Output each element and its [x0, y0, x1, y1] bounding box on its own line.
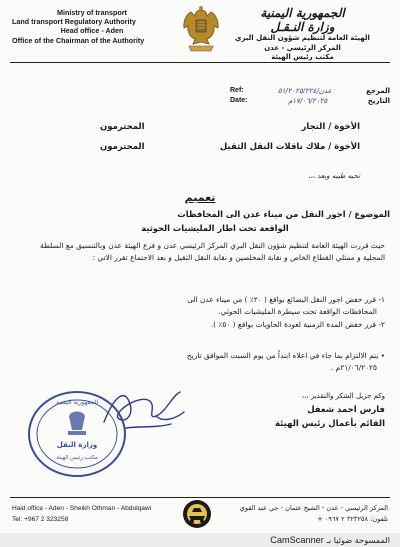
effective-date-note [40, 350, 385, 375]
closing-line: وكم جزيل الشكر والتقدير ،،، [301, 392, 385, 400]
addressee-traders: الأخوة / التجار [301, 122, 360, 132]
header-en-line: Head office - Aden [60, 26, 124, 36]
stamp-ministry: وزارة النقل [56, 441, 98, 449]
circular-title: تعميم [184, 191, 216, 204]
decision-item-1-cont: المحافظات الواقعة تحت سيطرة المليشيات الحوثي. [218, 307, 377, 317]
subject-line-2: الواقعة تحت اطار المليشيات الحوثية [141, 223, 289, 233]
body-paragraph: حيث قررت الهيئة العامة لتنظيم شؤون النقل البري المركز الرئيسي عدن و فرع الهيئة عدن وبالتنسيق مع السلطة المحلية و ممثلي القطاع الخاص و نقابة المخلصين و نقابة النقل الثقيل و بعد الاجتماع تقرر الاتي : [40, 241, 385, 263]
decision-list [40, 294, 385, 331]
header-ar-line: المركز الرئيسي - عدن [264, 43, 341, 52]
footer-en-phone: Tel: +967 2 323258 [12, 516, 69, 523]
header-ar-line: مكتب رئيس الهيئة [271, 53, 334, 62]
footer-en-address: Haid office - Aden - Sheikh Othman - Abdulqawi [12, 505, 152, 512]
ref-line [230, 87, 390, 95]
subject-line: الموضوع / اجور النقل من ميناء عدن الى المحافظات [177, 209, 390, 219]
stamp-country: الجمهورية اليمنية [55, 399, 99, 406]
footer-english [12, 503, 162, 525]
note-text: يتم الالتزام بما جاء في اعلاه ابتداً من يوم السبت الموافق تاريخ [186, 351, 379, 360]
header-divider [10, 62, 390, 63]
signer-title: القائم بأعمال رئيس الهيئة [275, 419, 385, 429]
date-label-ar: التاريخ [367, 97, 390, 105]
signer-name: فارس احمد شعفل [307, 405, 385, 415]
ref-value: عدن/٥١/٢٠٢٥/٢٢٤ [277, 87, 332, 95]
footer-ar-address: المركز الرئيسي - عدن - الشيخ عثمان - حي عبد القوي [239, 504, 388, 512]
note-line: • يتم الالتزام بما جاء في اعلاه ابتداً من يوم السبت الموافق تاريخ [186, 351, 385, 360]
header-en-line: Ministry of transport [57, 8, 127, 17]
official-stamp-icon [22, 384, 132, 484]
addressee-traders-honorific: المحترمون [100, 122, 145, 132]
decision-item-1: ١- قرر خفض اجور النقل البضائع بواقع ( ٢٠٪ ) من ميناء عدن الى [187, 295, 385, 304]
header-en-line: Land transport Regulatory Authority [12, 17, 136, 27]
date-value: ١٧/٠٦/٢٠٢٥م [288, 97, 328, 105]
footer-ar-phone: تلفون: ٣٢٣٢٥٨ ٢ ٠٩٦٧ + [317, 515, 388, 523]
scanner-watermark [270, 535, 390, 545]
decision-item-2: ٢- قرر خفض المدة الزمنية لعودة الحاويات بواقع ( ٥٠٪ ). [210, 319, 385, 329]
footer-arabic [213, 503, 388, 525]
addressee-truck-owners: الأخوة / ملاك ناقلات النقل الثقيل [219, 142, 360, 152]
header-english [12, 8, 172, 45]
scanner-app-name: CamScanner [270, 535, 324, 545]
greeting: تحيه طيبه وبعد ،،، [308, 172, 360, 180]
authority-logo-icon [178, 498, 216, 530]
header-en-line: Office of the Chairman of the Authority [12, 35, 145, 45]
date-label-en: Date: [230, 97, 248, 104]
ref-label-ar: المرجع [366, 87, 390, 95]
header-ar-ministry: وزارة النـقـل [270, 20, 335, 34]
header-ar-line: الهيئة العامة لتنظيم شؤون النقل البري [235, 34, 370, 42]
scanner-prefix: الممسوحة ضوئيا بـ [326, 535, 390, 545]
date-line [230, 97, 390, 105]
header-ar-republic: الجمهورية اليمنية [260, 6, 345, 20]
header-arabic [215, 6, 390, 63]
note-date: ٢١/٠٦/٢٠٢٥م . [330, 363, 377, 373]
addressee-truck-owners-honorific: المحترمون [100, 142, 145, 152]
ref-label-en: Ref: [230, 87, 244, 94]
stamp-office: مكتب رئيس الهيئة [56, 455, 98, 461]
